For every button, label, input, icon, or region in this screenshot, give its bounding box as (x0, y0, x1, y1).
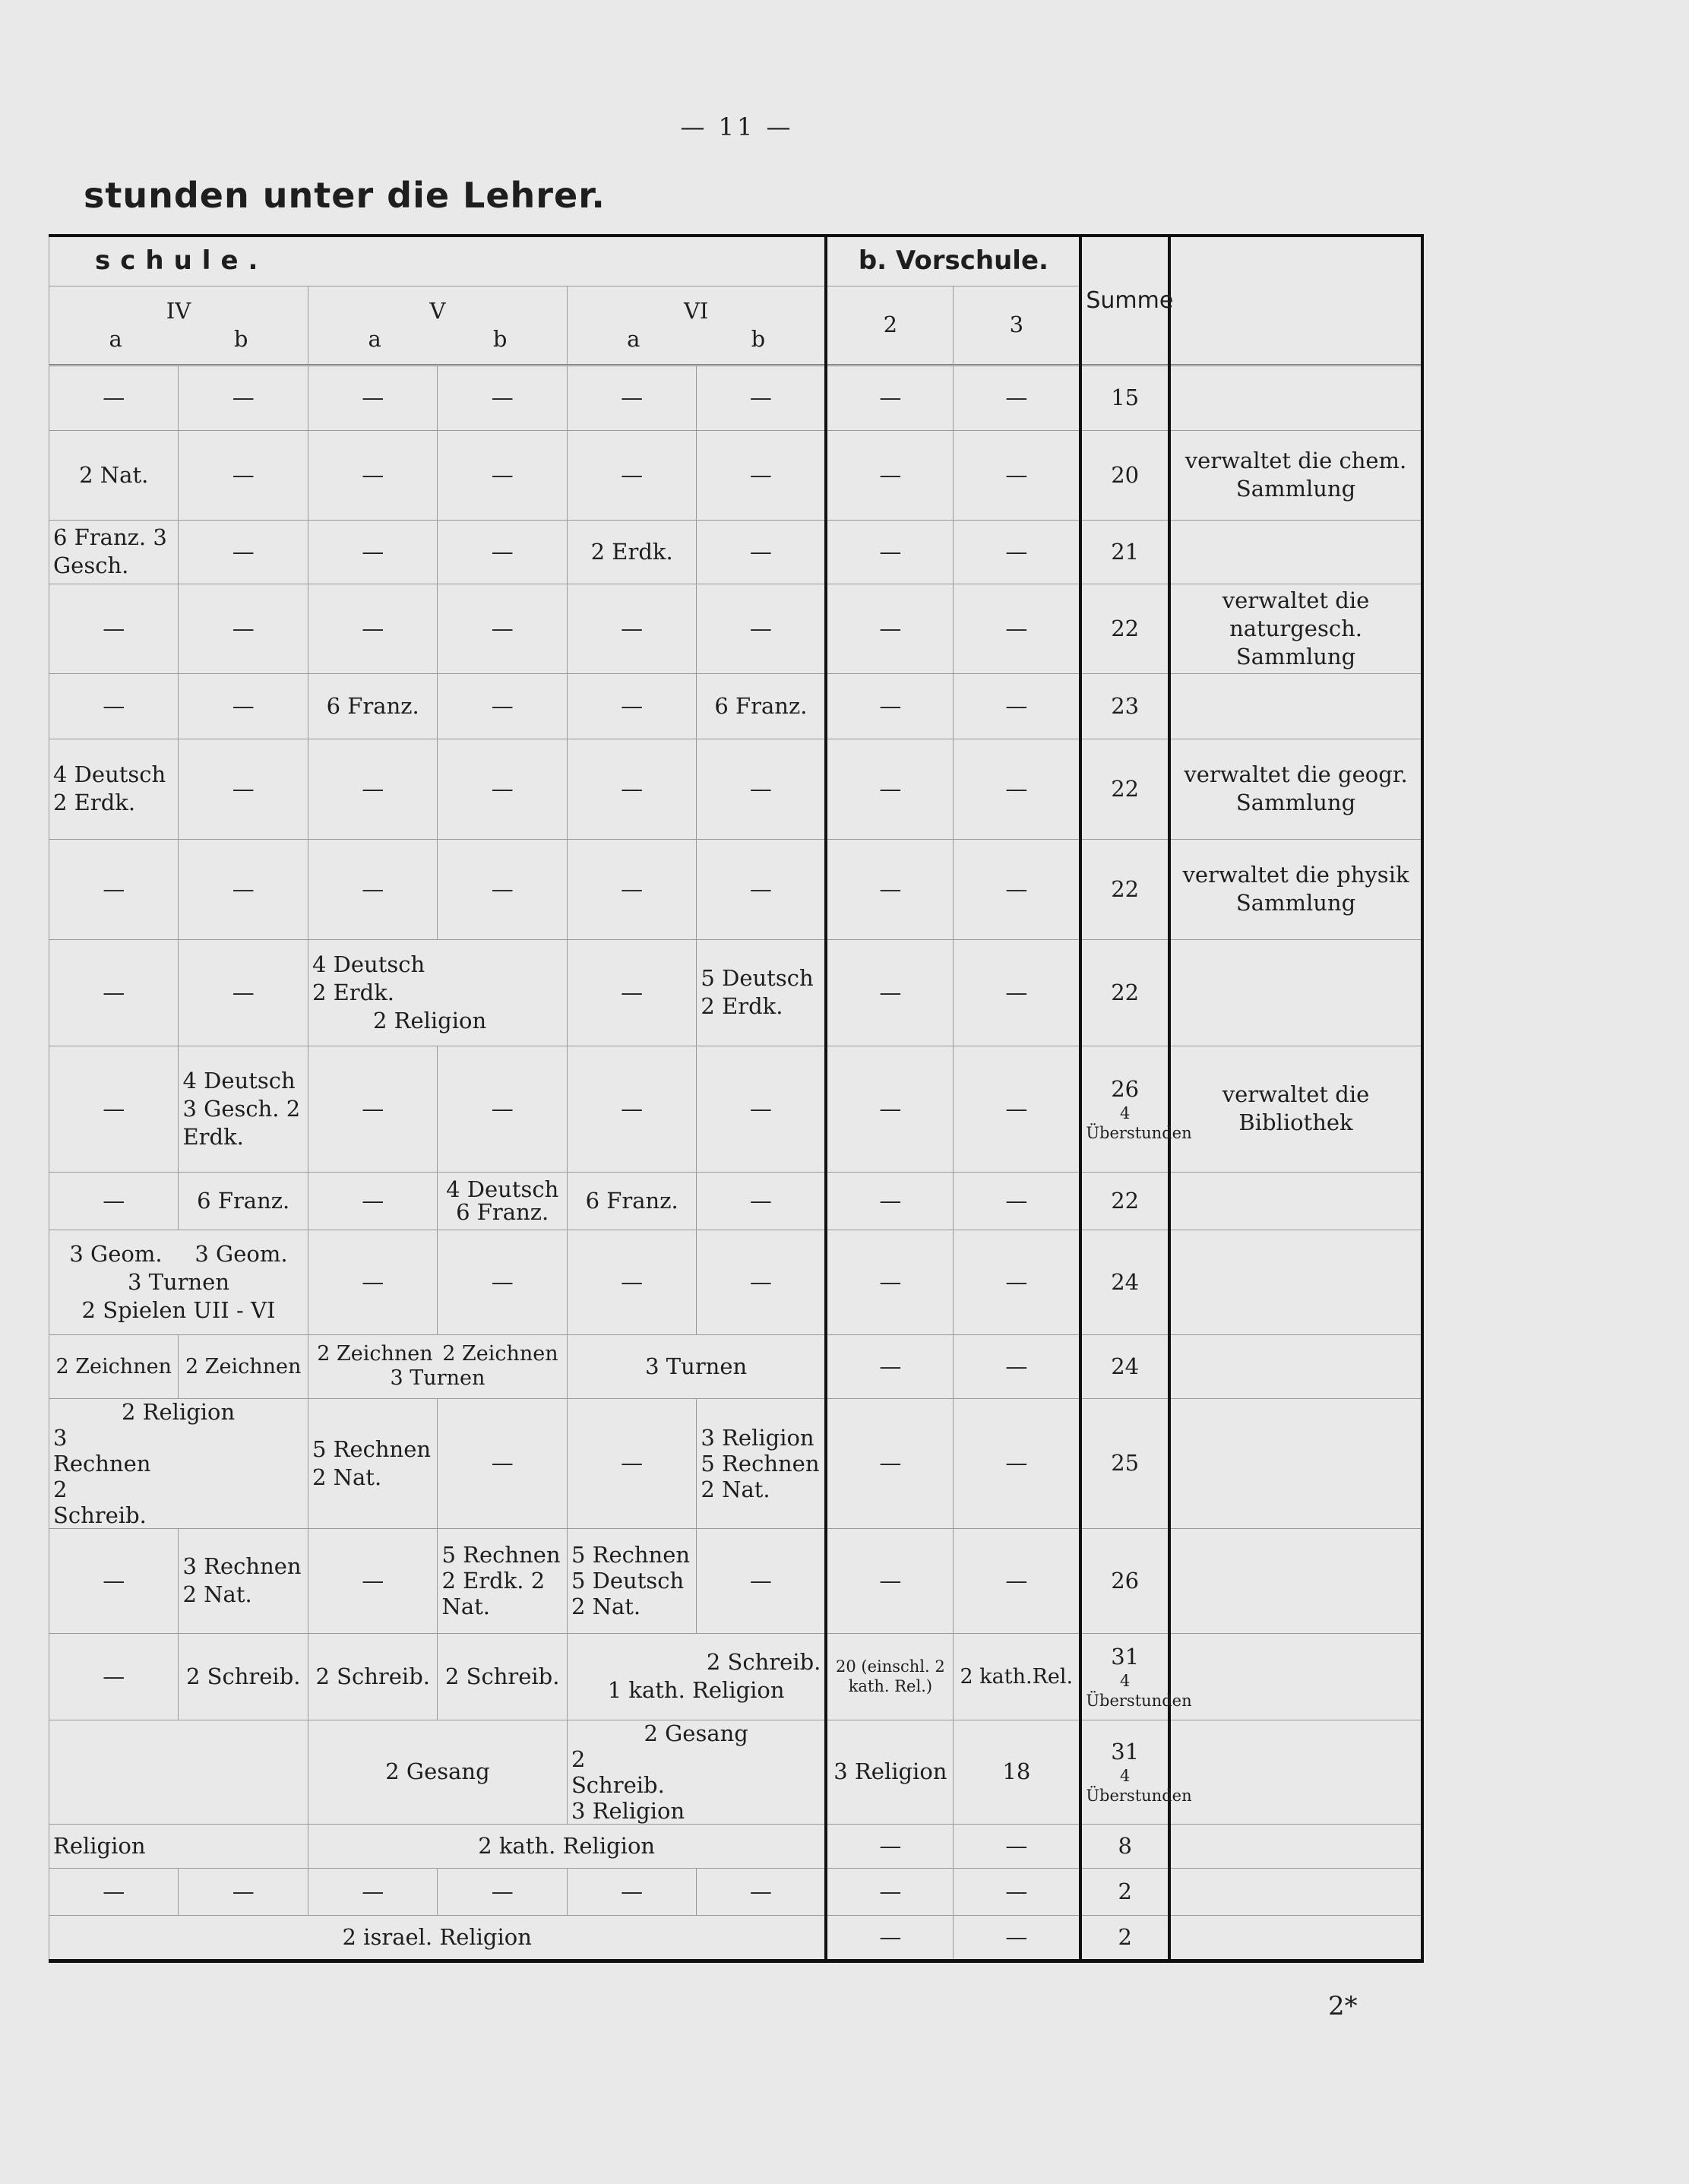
school-header: schule. (49, 236, 827, 286)
sum-value: 31 (1111, 1739, 1140, 1765)
cell: — (567, 584, 696, 673)
cell: Religion (49, 1824, 308, 1868)
group-label: IV (166, 297, 191, 324)
cell: — (308, 1230, 437, 1334)
remark-cell: verwaltet die geogr. Sammlung (1169, 739, 1422, 839)
cell: 6 Franz. (567, 1172, 696, 1230)
cell: — (179, 939, 308, 1046)
cell: 5 Deutsch 2 Erdk. (697, 939, 826, 1046)
cell: — (308, 839, 437, 939)
cell: — (826, 1398, 953, 1528)
cell: — (438, 839, 567, 939)
sum-cell: 15 (1080, 365, 1169, 430)
cell: 2 Gesang (308, 1720, 567, 1824)
remark-cell (1169, 1398, 1422, 1528)
cell: — (438, 673, 567, 739)
cell: 2 kath.Rel. (954, 1633, 1080, 1720)
cell: 3 Rechnen 2 Nat. (179, 1528, 308, 1633)
cell: — (438, 1868, 567, 1915)
vorschule-header: b. Vorschule. (826, 236, 1080, 286)
cell: — (697, 365, 826, 430)
sub-b: b (233, 325, 248, 352)
cell: — (954, 739, 1080, 839)
remark-cell (1169, 1172, 1422, 1230)
cell: — (954, 1528, 1080, 1633)
cell: — (954, 1046, 1080, 1172)
span-text: 2 Religion (122, 1398, 236, 1425)
remark-cell: verwaltet die Bibliothek (1169, 1046, 1422, 1172)
table-row (49, 673, 1423, 739)
cell: — (697, 1172, 826, 1230)
cell: — (567, 939, 696, 1046)
cell: 4 Deutsch 2 Erdk. (49, 739, 179, 839)
cell: — (438, 739, 567, 839)
cell: — (49, 1172, 179, 1230)
table-row (49, 584, 1423, 673)
cell: — (49, 1633, 179, 1720)
cell: — (826, 739, 953, 839)
remark-cell (1169, 1720, 1422, 1824)
cell: — (954, 1334, 1080, 1398)
sum-cell: 25 (1080, 1398, 1169, 1528)
cell: 20 (einschl. 2 kath. Rel.) (826, 1633, 953, 1720)
table-row (49, 1824, 1423, 1868)
sum-cell: 22 (1080, 839, 1169, 939)
cell: 3 Religion (826, 1720, 953, 1824)
cell: — (179, 584, 308, 673)
cell-text: 2 Zeichnen (442, 1342, 558, 1366)
sub-b: b (751, 325, 766, 352)
spanning-cell (49, 1398, 308, 1528)
group-header-vi (567, 286, 826, 365)
sub-b: b (492, 325, 508, 352)
sum-cell: 22 (1080, 939, 1169, 1046)
cell: — (826, 1868, 953, 1915)
table-row (49, 1868, 1423, 1915)
group-label: VI (683, 297, 709, 324)
cell: — (438, 520, 567, 584)
spanning-cell (567, 1633, 826, 1720)
span-text: 1 kath. Religion (607, 1677, 785, 1703)
remark-cell (1169, 520, 1422, 584)
sum-header: Summe (1080, 236, 1169, 365)
cell: — (308, 430, 437, 520)
span-text: 2 Religion (372, 1007, 487, 1033)
table-row (49, 1046, 1423, 1172)
sum-cell: 8 (1080, 1824, 1169, 1868)
remark-cell (1169, 939, 1422, 1046)
sum-value: 26 (1111, 1075, 1140, 1102)
cell: — (954, 1398, 1080, 1528)
sub-a: a (627, 325, 640, 352)
cell: 2 Nat. (49, 430, 179, 520)
cell: — (954, 1230, 1080, 1334)
cell: — (438, 365, 567, 430)
spanning-cell (308, 939, 567, 1046)
cell: — (697, 584, 826, 673)
cell: — (954, 939, 1080, 1046)
table-row (49, 1334, 1423, 1398)
cell: 2 Zeichnen (179, 1334, 308, 1398)
cell: — (308, 1172, 437, 1230)
remark-cell: verwaltet die naturgesch. Sammlung (1169, 584, 1422, 673)
cell: — (697, 1046, 826, 1172)
cell: — (826, 939, 953, 1046)
cell: 3 Religion 5 Rechnen 2 Nat. (697, 1398, 826, 1528)
remark-cell: verwaltet die chem. Sammlung (1169, 430, 1422, 520)
cell: 6 Franz. 3 Gesch. (49, 520, 179, 584)
cell: 4 Deutsch 3 Gesch. 2 Erdk. (179, 1046, 308, 1172)
cell: — (179, 520, 308, 584)
cell: — (308, 520, 437, 584)
cell: — (179, 839, 308, 939)
cell: — (826, 584, 953, 673)
group-header-iv (49, 286, 308, 365)
cell: — (49, 365, 179, 430)
cell: — (308, 1046, 437, 1172)
cell: 3 Turnen (567, 1334, 826, 1398)
cell-text: 2 Schreib. 3 Religion (571, 1746, 685, 1824)
cell: — (826, 839, 953, 939)
empty-cell (49, 1720, 308, 1824)
cell: — (697, 520, 826, 584)
cell: — (826, 1528, 953, 1633)
cell: — (567, 1398, 696, 1528)
cell: 2 kath. Religion (308, 1824, 826, 1868)
cell: — (954, 673, 1080, 739)
cell: — (567, 1046, 696, 1172)
cell: — (179, 1868, 308, 1915)
sum-cell: 2 (1080, 1915, 1169, 1961)
cell: 2 Erdk. (567, 520, 696, 584)
sum-cell: 20 (1080, 430, 1169, 520)
cell: — (826, 1915, 953, 1961)
cell: — (826, 1334, 953, 1398)
cell: — (826, 430, 953, 520)
cell: 2 Zeichnen (49, 1334, 179, 1398)
cell: — (308, 739, 437, 839)
table-row (49, 1528, 1423, 1633)
cell: — (697, 1868, 826, 1915)
cell: — (438, 1398, 567, 1528)
remark-cell (1169, 1633, 1422, 1720)
cell: — (954, 1824, 1080, 1868)
cell: — (308, 584, 437, 673)
sum-cell: 23 (1080, 673, 1169, 739)
table-row (49, 1915, 1423, 1961)
sum-cell: 22 (1080, 739, 1169, 839)
remark-cell (1169, 1334, 1422, 1398)
table-row (49, 430, 1423, 520)
table-row (49, 1720, 1423, 1824)
span-text: 3 Turnen (390, 1366, 486, 1390)
sum-cell: 24 (1080, 1334, 1169, 1398)
remark-cell (1169, 1868, 1422, 1915)
cell: 2 Schreib. (438, 1633, 567, 1720)
cell: — (438, 1046, 567, 1172)
cell: 2 Schreib. (179, 1633, 308, 1720)
cell: — (954, 1172, 1080, 1230)
cell: 6 Franz. (697, 673, 826, 739)
cell: — (826, 1824, 953, 1868)
cell: — (567, 1868, 696, 1915)
sum-note: 4 Überstunden (1086, 1671, 1192, 1710)
cell: — (49, 1528, 179, 1633)
cell: — (179, 365, 308, 430)
cell: — (49, 1868, 179, 1915)
sum-cell (1080, 1633, 1192, 1720)
table-row (49, 520, 1423, 584)
vorschule-col-3: 3 (954, 286, 1080, 365)
cell-text: 3 Geom. (69, 1240, 163, 1267)
sum-cell: 21 (1080, 520, 1169, 584)
remark-cell (1169, 365, 1422, 430)
cell: 6 Franz. (308, 673, 437, 739)
cell: — (179, 739, 308, 839)
sum-note: 4 Überstunden (1086, 1103, 1192, 1142)
cell: — (308, 1528, 437, 1633)
cell: — (826, 365, 953, 430)
cell-text: 2 Zeichnen (317, 1342, 433, 1366)
cell: — (567, 430, 696, 520)
cell: — (308, 1868, 437, 1915)
cell: — (49, 673, 179, 739)
remark-cell (1169, 1528, 1422, 1633)
cell: — (826, 520, 953, 584)
cell-text: 3 Rechnen 2 Schreib. (53, 1424, 151, 1528)
sub-a: a (109, 325, 122, 352)
vorschule-col-2: 2 (826, 286, 953, 365)
cell: 4 Deutsch 6 Franz. (438, 1172, 567, 1230)
cell: — (567, 673, 696, 739)
table-row (49, 939, 1423, 1046)
sum-cell (1080, 1046, 1192, 1172)
cell: — (954, 1915, 1080, 1961)
page-number: — 11 — (680, 112, 794, 141)
cell: — (49, 584, 179, 673)
cell: — (954, 520, 1080, 584)
cell: 6 Franz. (179, 1172, 308, 1230)
table-row (49, 1230, 1423, 1334)
cell: — (49, 1046, 179, 1172)
sum-cell: 26 (1080, 1528, 1169, 1633)
cell: — (179, 430, 308, 520)
span-line: 2 Spielen UII - VI (81, 1296, 276, 1323)
spanning-cell (567, 1720, 826, 1824)
remark-cell (1169, 1824, 1422, 1868)
cell: — (954, 1868, 1080, 1915)
table-row (49, 1398, 1423, 1528)
cell: 5 Rechnen 5 Deutsch 2 Nat. (567, 1528, 696, 1633)
cell: 5 Rechnen 2 Nat. (308, 1398, 437, 1528)
group-label: V (429, 297, 446, 324)
cell: — (826, 1046, 953, 1172)
cell: — (438, 1230, 567, 1334)
remark-header (1169, 236, 1422, 365)
cell: — (697, 430, 826, 520)
spanning-cell (308, 1334, 567, 1398)
sub-a: a (368, 325, 381, 352)
span-line: 3 Turnen (127, 1268, 230, 1295)
cell: 5 Rechnen 2 Erdk. 2 Nat. (438, 1528, 567, 1633)
header-row-1 (49, 236, 1423, 286)
sum-cell: 22 (1080, 1172, 1169, 1230)
cell: 2 israel. Religion (49, 1915, 827, 1961)
table-row (49, 1633, 1423, 1720)
cell: — (567, 739, 696, 839)
cell: — (179, 673, 308, 739)
cell: — (438, 584, 567, 673)
sum-cell: 22 (1080, 584, 1169, 673)
cell: 18 (954, 1720, 1080, 1824)
spanning-cell (49, 1230, 308, 1334)
sum-cell: 2 (1080, 1868, 1169, 1915)
cell: — (954, 430, 1080, 520)
sum-value: 31 (1111, 1643, 1140, 1670)
cell: — (954, 584, 1080, 673)
cell: 2 Schreib. (308, 1633, 437, 1720)
cell: — (697, 1528, 826, 1633)
schedule-table (49, 234, 1424, 1963)
page-heading: stunden unter die Lehrer. (84, 175, 606, 216)
cell-text: 3 Geom. (195, 1240, 288, 1267)
remark-cell (1169, 1230, 1422, 1334)
cell: — (567, 839, 696, 939)
cell: — (438, 430, 567, 520)
table-row (49, 839, 1423, 939)
remark-cell: verwaltet die physik Sammlung (1169, 839, 1422, 939)
cell: — (826, 1230, 953, 1334)
table-row (49, 1172, 1423, 1230)
cell: — (49, 939, 179, 1046)
cell: — (697, 839, 826, 939)
sum-cell (1080, 1720, 1192, 1824)
sum-note: 4 Überstunden (1086, 1767, 1192, 1805)
cell: — (697, 739, 826, 839)
cell: — (826, 673, 953, 739)
table-row (49, 739, 1423, 839)
group-header-v (308, 286, 567, 365)
cell: — (954, 365, 1080, 430)
cell-text: 2 Schreib. (706, 1649, 821, 1675)
cell: — (697, 1230, 826, 1334)
sheet-signature: 2* (1328, 1991, 1358, 2021)
remark-cell (1169, 673, 1422, 739)
cell-text: 4 Deutsch 2 Erdk. (312, 951, 425, 1005)
remark-cell (1169, 1915, 1422, 1961)
cell: — (308, 365, 437, 430)
cell-text: 2 Gesang (644, 1720, 748, 1746)
sum-cell: 24 (1080, 1230, 1169, 1334)
cell: — (567, 1230, 696, 1334)
cell: — (826, 1172, 953, 1230)
cell: — (567, 365, 696, 430)
cell: — (954, 839, 1080, 939)
cell: — (49, 839, 179, 939)
table-row (49, 365, 1423, 430)
